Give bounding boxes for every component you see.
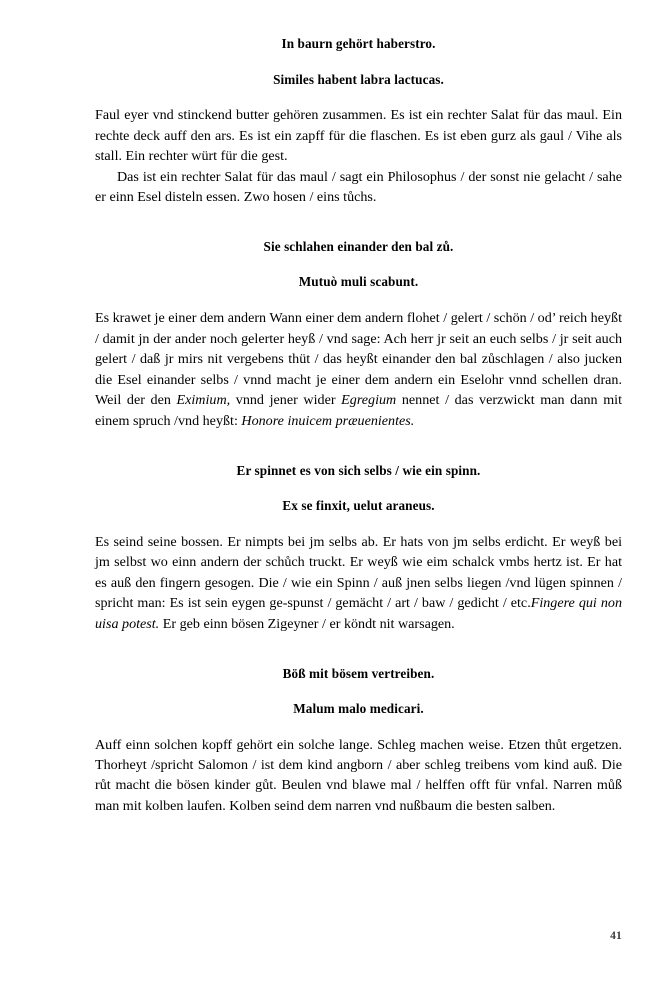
- page-number: 41: [610, 930, 622, 942]
- text-run: Es krawet je einer dem andern Wann einer dem andern flohet / gelert / schön / od’ reich heyßt / damit jn der ander noch gelerter heyß / vnd sage: Ach herr jr seit an euch selbs / jr seit auch gelert / daß jr mirs nit vergebens thüt / das heyßt einander den bal zůschlagen / also jucken die Esel einander selbs / vnnd macht je einer dem andern ein Eselohr vnnd schellen dran. Weil der den: [95, 309, 622, 409]
- text-run: nennet / das verzwickt man dann mit einem spruch /vnd heyßt:: [95, 392, 622, 429]
- section-heading-german: Er spinnet es von sich selbs / wie ein spinn.: [236, 462, 481, 478]
- text-run-italic: Egregium: [341, 392, 397, 409]
- text-run: vnnd jener wider: [230, 392, 342, 409]
- section-heading-latin: Similes habent labra lactucas.: [273, 71, 444, 87]
- proverb-section: [95, 463, 622, 635]
- section-heading-latin: Malum malo medicari.: [293, 701, 424, 716]
- section-body: [95, 735, 622, 817]
- text-run: Er geb einn bösen Zigeyner / er köndt nit warsagen.: [159, 615, 455, 632]
- section-heading-latin: Ex se finxit, uelut araneus.: [282, 498, 435, 514]
- text-run-italic: Honore inuicem præuenientes.: [241, 412, 415, 429]
- text-run: Es seind seine bossen. Er nimpts bei jm selbs ab. Er hats von jm selbs erdicht. Er weyß bei jm selbst wo einn andern der schůch truckt. Er weyß wie eim schalck vmbs hertz ist. Er hat es auß den fingern gesogen. Die / wie ein Spinn / auß jnen selbs liegen /vnd lügen spinnen / spricht man: Es ist sein eygen ge-spunst / gemächt / art / baw / gedicht / etc.: [95, 533, 622, 612]
- section-heading-german: Böß mit bösem vertreiben.: [282, 665, 435, 681]
- section-heading-german: Sie schlahen einander den bal zů.: [263, 238, 454, 254]
- body-paragraph: [95, 167, 622, 208]
- proverb-section: [95, 666, 622, 817]
- body-paragraph: [95, 735, 622, 817]
- text-run: Das ist ein rechter Salat für das maul / sagt ein Philosophus / der sonst nie gelacht / sahe er einn Esel disteln essen. Zwo hosen / eins tůchs.: [95, 168, 622, 206]
- section-heading-latin: Mutuò muli scabunt.: [298, 274, 419, 290]
- body-paragraph: [95, 532, 622, 635]
- text-run: Auff einn solchen kopff gehört ein solche lange. Schleg machen weise. Etzen thůt ergetzen. Thorheyt /spricht Salomon / ist dem kind angborn / aber schleg treibens vom kind auß. Die růt macht die bösen kinder gůt. Beulen vnd blawe mal / helffen offt für vnfal. Narren můß man mit kolben laufen. Kolben seind dem narren vnd nußbaum die besten salben.: [95, 736, 622, 814]
- body-paragraph: [95, 105, 622, 167]
- section-body: [95, 532, 622, 635]
- section-body: [95, 105, 622, 208]
- page-text-block: [95, 36, 622, 816]
- section-heading-german: In baurn gehört haberstro.: [281, 36, 436, 51]
- body-paragraph: [95, 308, 622, 432]
- text-run-italic: Eximium,: [176, 392, 231, 409]
- section-body: [95, 308, 622, 432]
- proverb-section: [95, 239, 622, 432]
- text-run: Faul eyer vnd stinckend butter gehören zusammen. Es ist ein rechter Salat für das maul. Ein rechte deck auff den ars. Es ist ein zapff für die flaschen. Es ist eben gurz als gaul / Vihe als stall. Ein rechter würt für die gest.: [95, 107, 622, 165]
- text-run-italic: Fingere qui non uisa potest.: [95, 595, 622, 632]
- proverb-section: [95, 36, 622, 208]
